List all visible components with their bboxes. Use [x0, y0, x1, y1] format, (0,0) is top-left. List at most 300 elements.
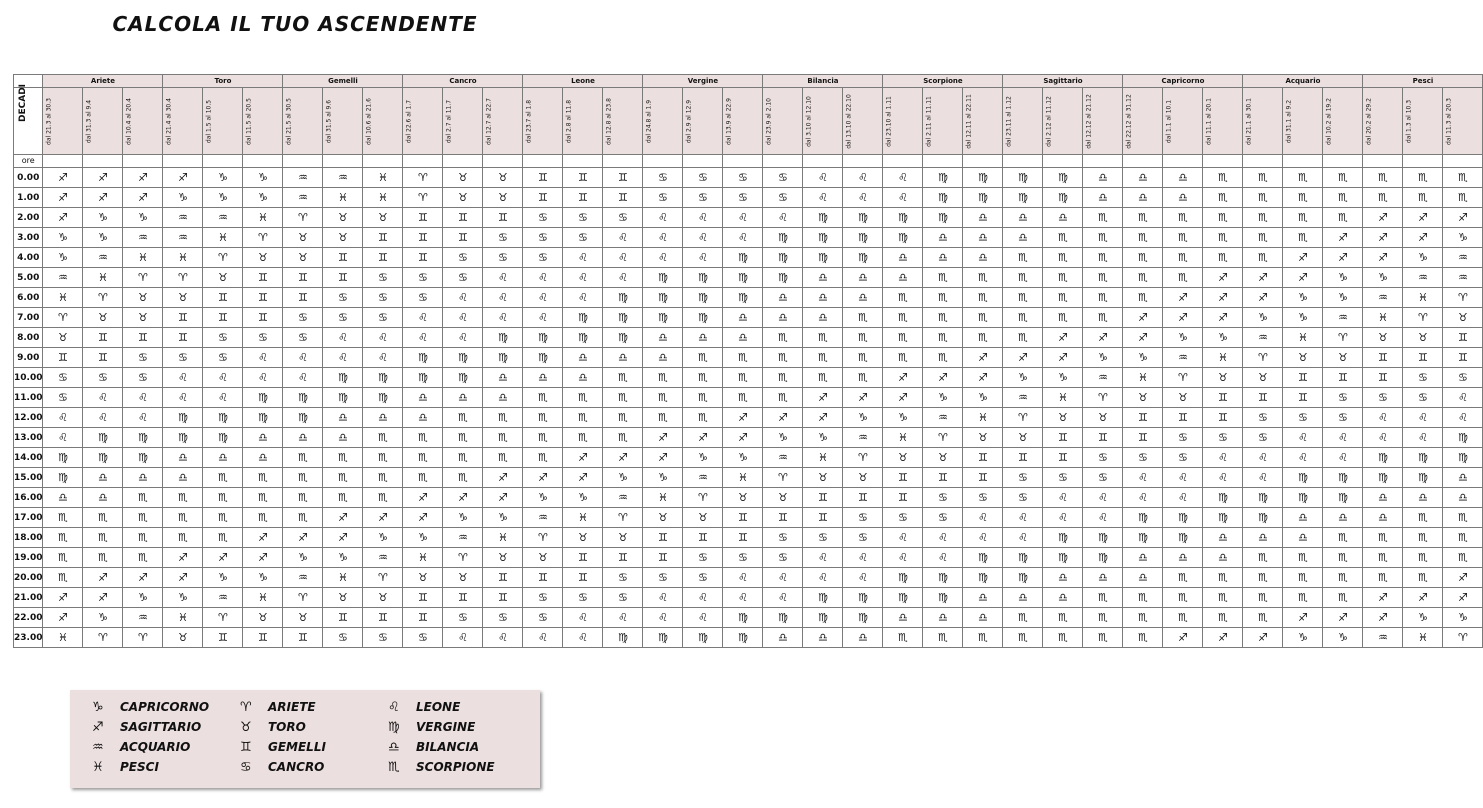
sign-glyph-cell: ♊︎: [723, 528, 763, 548]
sign-glyph-cell: ♎︎: [1363, 508, 1403, 528]
sign-glyph-cell: ♒︎: [763, 448, 803, 468]
sign-glyph-cell: ♎︎: [803, 268, 843, 288]
sign-glyph-cell: ♎︎: [923, 608, 963, 628]
sign-glyph-cell: ♏︎: [1443, 168, 1483, 188]
sign-glyph-cell: ♍︎: [1443, 448, 1483, 468]
sign-glyph-cell: ♑︎: [363, 528, 403, 548]
sign-glyph-cell: ♏︎: [1003, 328, 1043, 348]
sign-glyph-cell: ♏︎: [963, 628, 1003, 648]
legend-label: GEMELLI: [268, 740, 326, 754]
sign-glyph-cell: ♐︎: [723, 408, 763, 428]
sign-glyph-cell: ♑︎: [1043, 368, 1083, 388]
ore-filler: [363, 155, 403, 168]
ore-label: ore: [14, 155, 43, 168]
sign-glyph-cell: ♊︎: [683, 528, 723, 548]
table-row: [14, 568, 1483, 588]
sign-glyph-cell: ♊︎: [1043, 448, 1083, 468]
decadi-label: [14, 83, 43, 155]
sign-glyph-cell: ♑︎: [1323, 268, 1363, 288]
legend-label: ACQUARIO: [120, 740, 191, 754]
sign-glyph-cell: ♑︎: [1363, 268, 1403, 288]
sign-glyph-cell: ♏︎: [1323, 568, 1363, 588]
sign-glyph-cell: ♏︎: [1083, 268, 1123, 288]
sign-glyph-cell: ♏︎: [683, 348, 723, 368]
sign-glyph-cell: ♓︎: [203, 228, 243, 248]
sign-glyph-cell: ♏︎: [923, 268, 963, 288]
sign-glyph-cell: ♋︎: [763, 548, 803, 568]
decade-label: dal 3.10 al 12.10: [805, 95, 813, 147]
sign-glyph-cell: ♏︎: [803, 328, 843, 348]
sign-glyph-cell: ♊︎: [763, 508, 803, 528]
sign-glyph-cell: ♑︎: [603, 468, 643, 488]
sign-glyph-cell: ♏︎: [443, 428, 483, 448]
ore-filler: [683, 155, 723, 168]
sign-glyph-cell: ♊︎: [323, 268, 363, 288]
sign-glyph-cell: ♈︎: [1403, 308, 1443, 328]
sign-glyph-cell: ♐︎: [923, 368, 963, 388]
sign-glyph-cell: ♑︎: [203, 168, 243, 188]
sign-glyph-cell: ♎︎: [1123, 548, 1163, 568]
ore-filler: [1123, 155, 1163, 168]
sign-glyph-cell: ♎︎: [1163, 548, 1203, 568]
sign-glyph-cell: ♎︎: [803, 628, 843, 648]
sign-glyph-cell: ♌︎: [963, 508, 1003, 528]
sign-glyph-cell: ♊︎: [243, 308, 283, 328]
sign-glyph-cell: ♉︎: [683, 508, 723, 528]
sign-glyph-cell: ♏︎: [83, 528, 123, 548]
sign-glyph-cell: ♋︎: [843, 508, 883, 528]
legend-label: ARIETE: [268, 700, 316, 714]
sign-glyph-cell: ♋︎: [1323, 408, 1363, 428]
sign-glyph-cell: ♈︎: [1323, 328, 1363, 348]
sign-glyph-cell: ♌︎: [843, 548, 883, 568]
sign-glyph-cell: ♍︎: [923, 568, 963, 588]
sign-glyph-cell: ♑︎: [1283, 288, 1323, 308]
sign-glyph-cell: ♓︎: [163, 248, 203, 268]
sign-glyph-cell: ♋︎: [683, 168, 723, 188]
sign-glyph-cell: ♏︎: [1283, 188, 1323, 208]
sign-glyph-cell: ♏︎: [1283, 208, 1323, 228]
decade-label: dal 11.3 al 20.3: [1445, 97, 1453, 145]
sign-glyph-cell: ♋︎: [1403, 388, 1443, 408]
sign-glyph-cell: ♍︎: [683, 268, 723, 288]
sign-glyph-cell: ♏︎: [1403, 188, 1443, 208]
sign-glyph-cell: ♏︎: [1363, 168, 1403, 188]
ore-filler: [203, 155, 243, 168]
sign-glyph-cell: ♏︎: [203, 468, 243, 488]
sign-glyph-cell: ♏︎: [1403, 528, 1443, 548]
sign-glyph-cell: ♏︎: [1203, 248, 1243, 268]
legend-item: [388, 698, 460, 717]
sign-glyph-cell: ♈︎: [1443, 288, 1483, 308]
sign-glyph-cell: ♌︎: [883, 528, 923, 548]
sign-glyph-cell: ♏︎: [1283, 548, 1323, 568]
sign-glyph-cell: ♑︎: [1403, 608, 1443, 628]
sign-glyph-cell: ♌︎: [803, 188, 843, 208]
sign-glyph-cell: ♌︎: [723, 588, 763, 608]
sign-glyph-cell: ♉︎: [443, 188, 483, 208]
sign-glyph-cell: ♏︎: [1243, 228, 1283, 248]
sign-glyph-cell: ♊︎: [363, 248, 403, 268]
sign-glyph-cell: ♏︎: [923, 308, 963, 328]
sign-glyph-cell: ♌︎: [723, 228, 763, 248]
sign-glyph-cell: ♓︎: [643, 488, 683, 508]
sign-glyph-cell: ♏︎: [923, 328, 963, 348]
sign-glyph-cell: ♍︎: [683, 308, 723, 328]
sign-glyph-cell: ♐︎: [43, 588, 83, 608]
sign-glyph-cell: ♌︎: [563, 248, 603, 268]
sign-glyph-cell: ♑︎: [443, 508, 483, 528]
sign-glyph-cell: ♊︎: [803, 508, 843, 528]
sign-glyph-cell: ♏︎: [1443, 188, 1483, 208]
sign-header: Leone: [523, 75, 643, 88]
sign-glyph-cell: ♊︎: [123, 328, 163, 348]
sign-glyph-cell: ♋︎: [403, 628, 443, 648]
sign-glyph-cell: ♏︎: [1243, 588, 1283, 608]
sign-glyph-cell: ♏︎: [1043, 288, 1083, 308]
sign-glyph-cell: ♉︎: [723, 488, 763, 508]
sign-glyph-cell: ♉︎: [363, 208, 403, 228]
sign-glyph-cell: ♌︎: [963, 528, 1003, 548]
ore-filler: [283, 155, 323, 168]
sign-glyph-cell: ♐︎: [1323, 248, 1363, 268]
sign-glyph-cell: ♍︎: [43, 448, 83, 468]
sign-glyph-cell: ♑︎: [1163, 328, 1203, 348]
sign-glyph-cell: ♍︎: [1283, 468, 1323, 488]
sign-glyph-cell: ♐︎: [83, 168, 123, 188]
decade-cell: [923, 88, 963, 155]
decade-cell: [1043, 88, 1083, 155]
sign-glyph-cell: ♐︎: [1163, 288, 1203, 308]
sign-glyph-cell: ♍︎: [1163, 528, 1203, 548]
sign-glyph-cell: ♏︎: [1443, 528, 1483, 548]
sign-glyph-cell: ♐︎: [1403, 208, 1443, 228]
sign-glyph-cell: ♌︎: [483, 308, 523, 328]
sign-glyph-cell: ♏︎: [363, 488, 403, 508]
sign-glyph-cell: ♍︎: [483, 348, 523, 368]
decade-label: dal 22.12 al 31.12: [1125, 93, 1133, 149]
sign-glyph-cell: ♓︎: [723, 468, 763, 488]
sign-glyph-cell: ♊︎: [163, 328, 203, 348]
sign-glyph-cell: ♑︎: [1083, 348, 1123, 368]
sign-glyph-cell: ♏︎: [443, 468, 483, 488]
sign-glyph-cell: ♏︎: [1163, 568, 1203, 588]
decade-cell: [1163, 88, 1203, 155]
decade-label: dal 21.5 al 30.5: [285, 97, 293, 145]
sign-glyph-cell: ♎︎: [883, 268, 923, 288]
sign-glyph-cell: ♍︎: [443, 348, 483, 368]
sign-glyph-cell: ♊︎: [723, 508, 763, 528]
sign-glyph-cell: ♐︎: [163, 168, 203, 188]
hour-cell: 15.00: [14, 468, 43, 488]
sign-glyph-cell: ♒︎: [1363, 628, 1403, 648]
sign-glyph-cell: ♎︎: [923, 248, 963, 268]
decade-label: dal 2.11 al 11.11: [925, 95, 933, 147]
sign-glyph-cell: ♈︎: [843, 448, 883, 468]
sign-glyph-cell: ♋︎: [803, 528, 843, 548]
sign-header: Ariete: [43, 75, 163, 88]
sign-glyph-cell: ♊︎: [603, 168, 643, 188]
decade-cell: [323, 88, 363, 155]
sign-glyph-cell: ♎︎: [443, 388, 483, 408]
sign-glyph-cell: ♌︎: [443, 308, 483, 328]
decade-cell: [123, 88, 163, 155]
sign-glyph-cell: ♉︎: [1123, 388, 1163, 408]
sign-glyph-cell: ♊︎: [443, 228, 483, 248]
decade-label: dal 23.7 al 1.8: [525, 99, 533, 143]
sign-glyph-cell: ♐︎: [963, 368, 1003, 388]
sign-glyph-cell: ♏︎: [883, 288, 923, 308]
sign-glyph-cell: ♑︎: [203, 188, 243, 208]
sign-glyph-cell: ♈︎: [123, 628, 163, 648]
sign-glyph-cell: ♊︎: [443, 208, 483, 228]
sign-glyph-cell: ♑︎: [163, 188, 203, 208]
sign-glyph-cell: ♎︎: [1043, 568, 1083, 588]
sign-glyph-cell: ♌︎: [123, 388, 163, 408]
sign-glyph-cell: ♌︎: [1243, 448, 1283, 468]
sign-glyph-cell: ♋︎: [203, 348, 243, 368]
sign-glyph-cell: ♎︎: [1003, 228, 1043, 248]
sign-glyph-cell: ♏︎: [643, 368, 683, 388]
sign-glyph-cell: ♌︎: [1363, 408, 1403, 428]
legend-label: PESCI: [120, 760, 159, 774]
ore-filler: [123, 155, 163, 168]
sign-glyph-cell: ♐︎: [43, 168, 83, 188]
sign-glyph-cell: ♌︎: [1003, 528, 1043, 548]
sign-glyph-cell: ♍︎: [683, 628, 723, 648]
sign-glyph-cell: ♏︎: [683, 368, 723, 388]
decade-cell: [603, 88, 643, 155]
sign-glyph-cell: ♏︎: [1083, 228, 1123, 248]
sign-glyph-cell: ♋︎: [603, 568, 643, 588]
sign-glyph-cell: ♑︎: [1003, 368, 1043, 388]
sign-glyph-cell: ♐︎: [1283, 268, 1323, 288]
sign-glyph-cell: ♏︎: [1443, 548, 1483, 568]
sign-glyph-cell: ♉︎: [243, 608, 283, 628]
sign-glyph-cell: ♌︎: [1323, 428, 1363, 448]
sign-glyph-cell: ♑︎: [403, 528, 443, 548]
decade-cell: [1083, 88, 1123, 155]
sign-glyph-cell: ♋︎: [483, 248, 523, 268]
sign-glyph-cell: ♍︎: [283, 408, 323, 428]
sign-glyph-cell: ♌︎: [803, 168, 843, 188]
ore-filler: [923, 155, 963, 168]
sign-glyph-cell: ♏︎: [723, 348, 763, 368]
sign-glyph-cell: ♏︎: [163, 508, 203, 528]
sign-glyph-cell: ♋︎: [403, 288, 443, 308]
sign-glyph-cell: ♎︎: [1363, 488, 1403, 508]
table-row: [14, 608, 1483, 628]
decadi-text: DECADI: [18, 83, 28, 122]
sign-glyph-cell: ♏︎: [1163, 588, 1203, 608]
sign-glyph-cell: ♉︎: [923, 448, 963, 468]
sign-glyph-cell: ♋︎: [43, 388, 83, 408]
sign-glyph-cell: ♍︎: [123, 428, 163, 448]
ore-filler: [1163, 155, 1203, 168]
sign-glyph-cell: ♌︎: [403, 308, 443, 328]
sign-glyph-cell: ♌︎: [1243, 468, 1283, 488]
legend-item: [240, 698, 316, 717]
legend-label: LEONE: [416, 700, 461, 714]
sign-glyph-cell: ♌︎: [283, 368, 323, 388]
sign-glyph-cell: ♏︎: [523, 428, 563, 448]
sign-glyph-cell: ♌︎: [523, 268, 563, 288]
sign-glyph-cell: ♏︎: [1003, 288, 1043, 308]
sign-glyph-cell: ♏︎: [1203, 188, 1243, 208]
sign-glyph-cell: ♊︎: [1443, 328, 1483, 348]
sign-glyph-cell: ♍︎: [723, 268, 763, 288]
leone-icon: ♌︎: [388, 700, 400, 715]
hour-cell: 7.00: [14, 308, 43, 328]
sign-glyph-cell: ♏︎: [1083, 248, 1123, 268]
sign-glyph-cell: ♎︎: [1203, 528, 1243, 548]
sign-glyph-cell: ♏︎: [363, 428, 403, 448]
sign-glyph-cell: ♒︎: [43, 268, 83, 288]
legend-label: SCORPIONE: [416, 760, 495, 774]
sign-glyph-cell: ♋︎: [1083, 468, 1123, 488]
sign-glyph-cell: ♐︎: [123, 188, 163, 208]
sign-glyph-cell: ♏︎: [1283, 228, 1323, 248]
sign-glyph-cell: ♉︎: [283, 228, 323, 248]
sign-glyph-cell: ♊︎: [643, 528, 683, 548]
sign-glyph-cell: ♉︎: [43, 328, 83, 348]
sign-glyph-cell: ♌︎: [1163, 468, 1203, 488]
hour-cell: 1.00: [14, 188, 43, 208]
sign-glyph-cell: ♋︎: [723, 168, 763, 188]
gemelli-icon: ♊︎: [240, 740, 252, 755]
sign-glyph-cell: ♋︎: [323, 288, 363, 308]
sign-glyph-cell: ♍︎: [563, 308, 603, 328]
sign-glyph-cell: ♎︎: [643, 348, 683, 368]
sign-glyph-cell: ♍︎: [603, 628, 643, 648]
sign-glyph-cell: ♍︎: [763, 248, 803, 268]
sign-glyph-cell: ♐︎: [1043, 348, 1083, 368]
sign-glyph-cell: ♌︎: [883, 188, 923, 208]
hour-cell: 5.00: [14, 268, 43, 288]
ore-filler: [1443, 155, 1483, 168]
sign-glyph-cell: ♉︎: [323, 208, 363, 228]
sign-glyph-cell: ♏︎: [1323, 168, 1363, 188]
sign-glyph-cell: ♓︎: [123, 248, 163, 268]
sign-glyph-cell: ♑︎: [1243, 308, 1283, 328]
sign-glyph-cell: ♌︎: [603, 248, 643, 268]
sign-glyph-cell: ♌︎: [1003, 508, 1043, 528]
sign-glyph-cell: ♐︎: [83, 588, 123, 608]
sign-glyph-cell: ♌︎: [643, 228, 683, 248]
sign-glyph-cell: ♏︎: [523, 448, 563, 468]
sign-glyph-cell: ♈︎: [1243, 348, 1283, 368]
sign-glyph-cell: ♉︎: [1443, 308, 1483, 328]
sign-glyph-cell: ♏︎: [763, 328, 803, 348]
sign-glyph-cell: ♍︎: [83, 448, 123, 468]
sign-glyph-cell: ♏︎: [43, 508, 83, 528]
sign-glyph-cell: ♌︎: [643, 248, 683, 268]
sign-glyph-cell: ♏︎: [1203, 568, 1243, 588]
sign-glyph-cell: ♐︎: [1323, 608, 1363, 628]
sign-glyph-cell: ♐︎: [563, 468, 603, 488]
sign-glyph-cell: ♒︎: [523, 508, 563, 528]
sign-glyph-cell: ♍︎: [883, 568, 923, 588]
sign-glyph-cell: ♌︎: [363, 328, 403, 348]
sign-glyph-cell: ♌︎: [723, 208, 763, 228]
sign-glyph-cell: ♒︎: [283, 568, 323, 588]
sign-glyph-cell: ♊︎: [603, 188, 643, 208]
sign-glyph-cell: ♍︎: [163, 428, 203, 448]
decade-cell: [1243, 88, 1283, 155]
sign-glyph-cell: ♏︎: [283, 468, 323, 488]
sign-glyph-cell: ♏︎: [1123, 608, 1163, 628]
sign-glyph-cell: ♏︎: [1203, 208, 1243, 228]
sign-glyph-cell: ♍︎: [43, 468, 83, 488]
sign-glyph-cell: ♊︎: [483, 208, 523, 228]
sign-glyph-cell: ♋︎: [683, 568, 723, 588]
sign-glyph-cell: ♍︎: [1003, 548, 1043, 568]
legend-item: [92, 698, 209, 717]
sign-glyph-cell: ♏︎: [1043, 248, 1083, 268]
sign-glyph-cell: ♉︎: [1243, 368, 1283, 388]
sign-glyph-cell: ♒︎: [1243, 328, 1283, 348]
sign-glyph-cell: ♐︎: [1443, 568, 1483, 588]
sign-glyph-cell: ♑︎: [963, 388, 1003, 408]
sign-glyph-cell: ♋︎: [603, 588, 643, 608]
legend-label: BILANCIA: [416, 740, 480, 754]
sign-glyph-cell: ♏︎: [1283, 168, 1323, 188]
table-row: [14, 628, 1483, 648]
sign-glyph-cell: ♐︎: [603, 448, 643, 468]
sign-glyph-cell: ♎︎: [1163, 168, 1203, 188]
sign-glyph-cell: ♌︎: [1083, 508, 1123, 528]
sign-glyph-cell: ♊︎: [283, 628, 323, 648]
sign-glyph-cell: ♑︎: [83, 228, 123, 248]
sign-glyph-cell: ♋︎: [523, 588, 563, 608]
sign-glyph-cell: ♎︎: [803, 288, 843, 308]
sign-glyph-cell: ♒︎: [163, 228, 203, 248]
ore-filler: [803, 155, 843, 168]
decade-label: dal 10.2 al 19.2: [1325, 97, 1333, 145]
sign-glyph-cell: ♏︎: [243, 508, 283, 528]
sign-glyph-cell: ♎︎: [883, 608, 923, 628]
sign-glyph-cell: ♍︎: [1123, 528, 1163, 548]
sign-glyph-cell: ♏︎: [1003, 248, 1043, 268]
sign-glyph-cell: ♌︎: [1323, 448, 1363, 468]
sign-glyph-cell: ♐︎: [123, 568, 163, 588]
sign-glyph-cell: ♐︎: [1443, 208, 1483, 228]
sign-glyph-cell: ♏︎: [883, 308, 923, 328]
sign-glyph-cell: ♏︎: [323, 488, 363, 508]
legend-item: [240, 718, 306, 737]
sign-glyph-cell: ♒︎: [1323, 308, 1363, 328]
sign-glyph-cell: ♍︎: [83, 428, 123, 448]
hour-cell: 22.00: [14, 608, 43, 628]
hour-cell: 23.00: [14, 628, 43, 648]
sign-glyph-cell: ♐︎: [1123, 308, 1163, 328]
sign-glyph-cell: ♉︎: [803, 468, 843, 488]
sign-glyph-cell: ♑︎: [1283, 308, 1323, 328]
sign-glyph-cell: ♍︎: [723, 628, 763, 648]
sign-glyph-cell: ♊︎: [643, 548, 683, 568]
sign-glyph-cell: ♍︎: [563, 328, 603, 348]
sign-glyph-cell: ♍︎: [243, 388, 283, 408]
sign-glyph-cell: ♋︎: [523, 208, 563, 228]
sign-glyph-cell: ♉︎: [1363, 328, 1403, 348]
sign-glyph-cell: ♐︎: [163, 548, 203, 568]
sign-glyph-cell: ♉︎: [963, 428, 1003, 448]
sign-glyph-cell: ♋︎: [443, 608, 483, 628]
sign-glyph-cell: ♍︎: [523, 328, 563, 348]
legend-label: TORO: [268, 720, 306, 734]
sign-glyph-cell: ♍︎: [923, 188, 963, 208]
ore-filler: [843, 155, 883, 168]
